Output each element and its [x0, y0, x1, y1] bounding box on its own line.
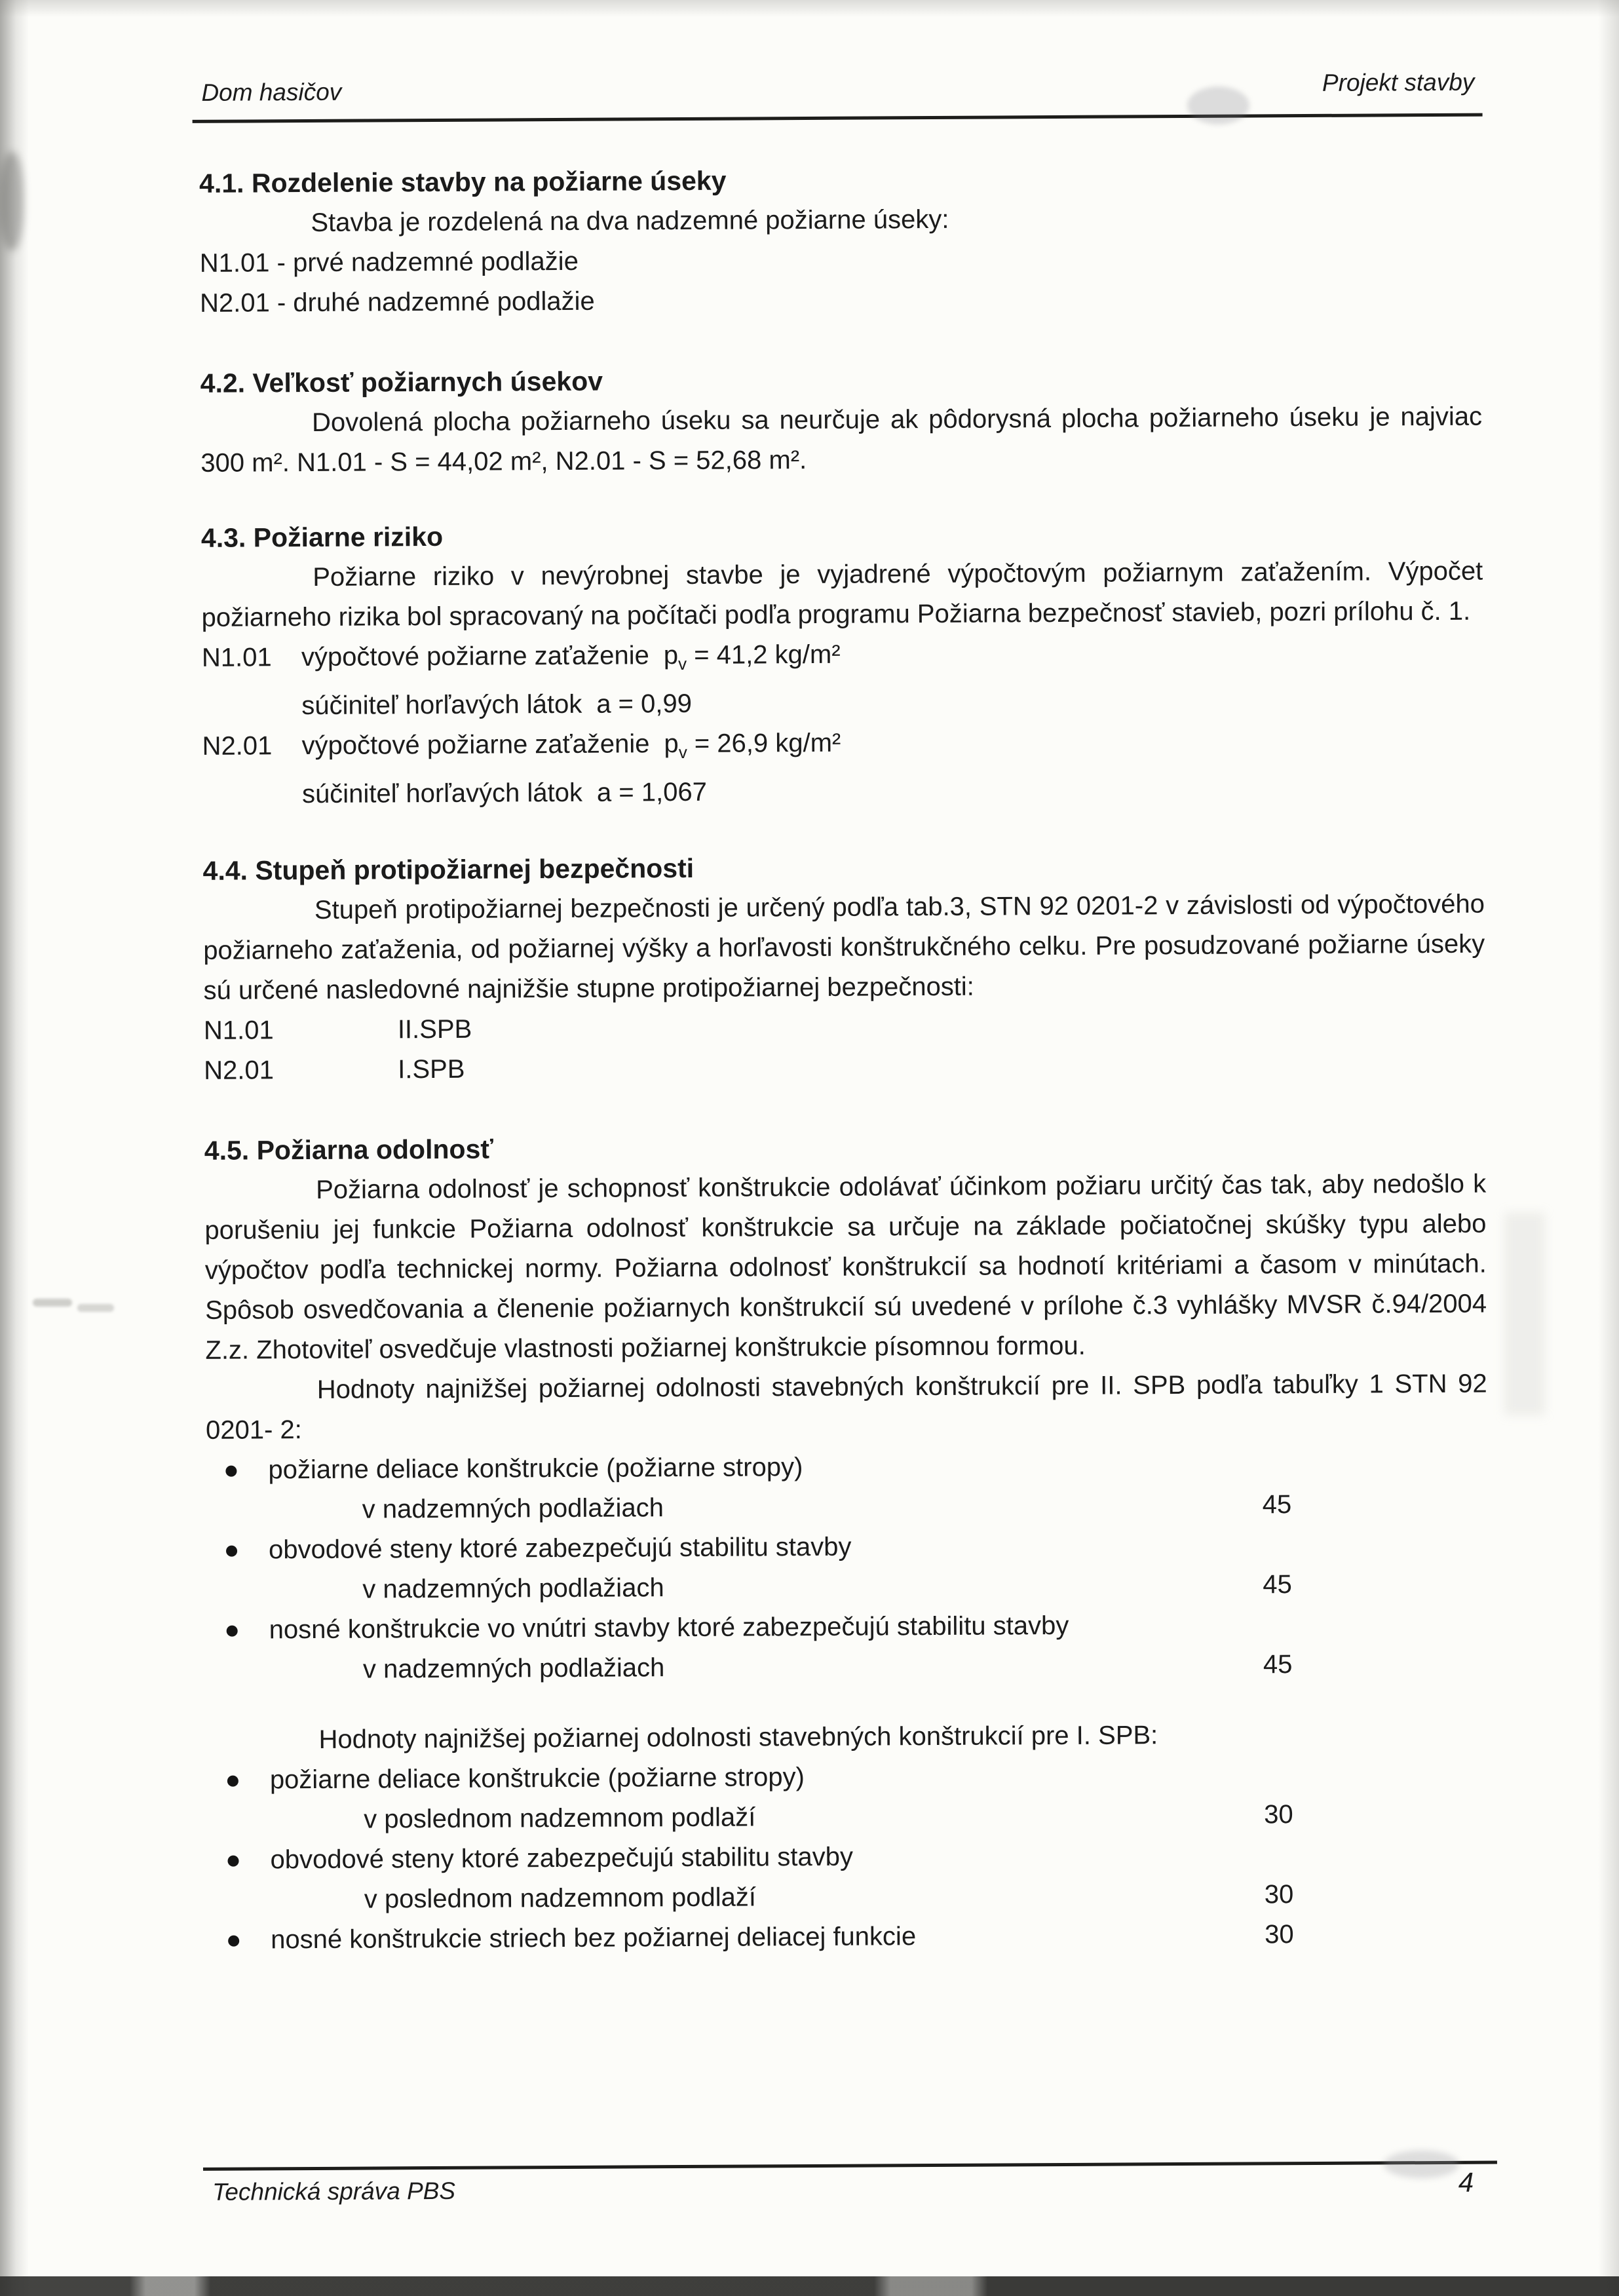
section-title: 4.5. Požiarna odolnosť — [204, 1134, 494, 1166]
paragraph: Požiarna odolnosť je schopnosť konštrukcie odolávať účinkom požiaru určitý čas tak, aby nedošlo k porušeniu jej funkcie Požiarna odolnosť konštrukcie sa určuje na základe počiatočnej skúšky typu alebo výpočtov podľa technickej normy. Požiarna odolnosť konštrukcií sa hodnotí kritériami a časom v minútach. Spôsob osvedčovania a členenie požiarnych konštrukcií sú uvedené v prílohe č.3 vyhlášky MVSR č.94/2004 Z.z. Zhotoviteľ osvedčuje vlastnosti požiarnej konštrukcie písomnou formou. — [204, 1169, 1487, 1365]
spb-row — [204, 1044, 1485, 1091]
paragraph: Hodnoty najnižšej požiarnej odolnosti stavebných konštrukcií pre II. SPB podľa tabuľky 1 STN 92 0201- 2: — [205, 1369, 1487, 1445]
header-document-title: Dom hasičov — [201, 78, 342, 106]
compartment-id: N2.01 — [204, 1056, 275, 1085]
section-4-4 — [202, 844, 1485, 1091]
location-label: v poslednom nadzemnom podlaží — [364, 1803, 756, 1834]
resistance-value: 45 — [1263, 1650, 1293, 1679]
fire-load-line — [202, 720, 1483, 775]
footer-document-title: Technická správa PBS — [212, 2177, 456, 2206]
construction-type: nosné konštrukcie vo vnútri stavby ktoré zabezpečujú stabilitu stavby — [269, 1611, 1069, 1645]
fire-load-symbol: $p_v = 41,2$ kg/m² — [663, 640, 841, 674]
fire-load-value: = 26,9 kg/m² — [694, 728, 841, 758]
scan-artifact-top-edge — [0, 0, 1619, 17]
scan-artifact-right-edge — [1598, 0, 1619, 2296]
header-rule — [193, 113, 1483, 123]
paragraph: Dovolená plocha požiarneho úseku sa neurčuje ak pôdorysná plocha požiarneho úseku je najviac 300 m². N1.01 - S = 44,02 m², N2.01 - S = 52,68 m². — [200, 402, 1483, 478]
bullet-icon — [227, 1856, 238, 1867]
location-label: v nadzemných podlažiach — [362, 1653, 665, 1684]
scan-artifact-smudge — [1187, 86, 1249, 124]
bullet-icon — [225, 1466, 237, 1477]
factor-label: súčiniteľ horľavých látok — [301, 778, 583, 809]
fire-load-label: výpočtové požiarne zaťaženie — [301, 729, 650, 761]
bullet-icon — [227, 1776, 238, 1787]
spb-row — [204, 1004, 1485, 1051]
bullet-icon — [226, 1546, 237, 1557]
footer-rule — [203, 2161, 1497, 2171]
section-title: 4.4. Stupeň protipožiarnej bezpečnosti — [202, 852, 695, 886]
compartment-id: N1.01 — [201, 643, 272, 672]
location-label: v poslednom nadzemnom podlaží — [364, 1883, 757, 1914]
fire-load-value: = 41,2 kg/m² — [694, 640, 841, 670]
list-item — [208, 1914, 1490, 1961]
resistance-value: 30 — [1265, 1920, 1294, 1949]
section-4-1 — [199, 157, 1481, 324]
paragraph: Hodnoty najnižšej požiarnej odolnosti stavebných konštrukcií pre I. SPB: — [318, 1721, 1158, 1754]
construction-type: obvodové steny ktoré zabezpečujú stabilitu stavby — [268, 1532, 852, 1565]
list-item — [208, 1754, 1490, 1841]
scan-artifact-blotch — [0, 152, 24, 250]
bullet-icon — [228, 1936, 239, 1947]
resistance-value: 30 — [1264, 1880, 1294, 1909]
fire-compartment-line: N1.01 - prvé nadzemné podlažie — [199, 246, 579, 278]
section-title: 4.2. Veľkosť požiarnych úsekov — [200, 366, 603, 398]
resistance-list-spb1 — [208, 1754, 1491, 1961]
list-item — [206, 1444, 1488, 1531]
compartment-id: N2.01 — [202, 731, 273, 761]
scan-artifact-streak — [1504, 1212, 1545, 1415]
document-body — [199, 157, 1490, 1961]
construction-type: nosné konštrukcie striech bez požiarnej deliacej funkcie — [271, 1922, 917, 1955]
spb-grade: I.SPB — [398, 1054, 465, 1084]
section-4-3 — [201, 511, 1484, 815]
scan-artifact-mark — [33, 1299, 72, 1307]
scan-artifact-smudge — [1384, 2151, 1459, 2178]
header-project-label: Projekt stavby — [1322, 68, 1475, 96]
factor-value: a = 0,99 — [596, 689, 693, 719]
scan-artifact-mark — [77, 1304, 114, 1312]
resistance-value: 45 — [1262, 1490, 1292, 1520]
construction-type: obvodové steny ktoré zabezpečujú stabilitu stavby — [270, 1842, 854, 1875]
list-item — [207, 1604, 1489, 1691]
paragraph: Stavba je rozdelená na dva nadzemné požiarne úseky: — [311, 204, 949, 237]
fire-compartment-line: N2.01 - druhé nadzemné podlažie — [199, 286, 595, 318]
construction-type: požiarne deliace konštrukcie (požiarne stropy) — [269, 1763, 805, 1795]
fire-load-line — [202, 632, 1483, 687]
construction-type: požiarne deliace konštrukcie (požiarne stropy) — [268, 1453, 803, 1485]
paragraph: Požiarne riziko v nevýrobnej stavbe je vyjadrené výpočtovým požiarnym zaťažením. Výpočet požiarneho rizika bol spracovaný na počítači podľa programu Požiarna bezpečnosť stavieb, pozri prílohu č. 1. — [201, 556, 1483, 632]
combustible-factor-line — [202, 680, 1483, 727]
section-4-5 — [204, 1124, 1491, 1961]
page-number: 4 — [1458, 2166, 1474, 2198]
list-item — [208, 1834, 1490, 1921]
location-label: v nadzemných podlažiach — [362, 1573, 664, 1604]
factor-label: súčiniteľ horľavých látok — [301, 689, 582, 721]
paragraph: Stupeň protipožiarnej bezpečnosti je určený podľa tab.3, STN 92 0201-2 v závislosti od výpočtového požiarneho zaťaženia, od požiarnej výšky a horľavosti konštrukčného celku. Pre posudzované požiarne úseky sú určené nasledovné najnižšie stupne protipožiarnej bezpečnosti: — [203, 889, 1485, 1005]
fire-load-symbol: $p_v = 26,9$ kg/m² — [664, 728, 841, 763]
fire-load-label: výpočtové požiarne zaťaženie — [301, 641, 649, 672]
section-title: 4.1. Rozdelenie stavby na požiarne úseky — [199, 165, 727, 199]
factor-value: a = 1,067 — [596, 777, 708, 807]
section-4-2 — [200, 356, 1483, 484]
resistance-value: 45 — [1263, 1570, 1292, 1599]
location-label: v nadzemných podlažiach — [362, 1493, 664, 1524]
bullet-icon — [227, 1626, 238, 1637]
compartment-id: N1.01 — [203, 1016, 274, 1045]
scan-artifact-left-edge — [0, 0, 29, 2296]
resistance-list-spb2 — [206, 1444, 1489, 1691]
resistance-value: 30 — [1264, 1800, 1293, 1829]
section-title: 4.3. Požiarne riziko — [200, 521, 444, 553]
combustible-factor-line — [202, 769, 1484, 815]
list-item — [206, 1524, 1489, 1611]
spb-grade: II.SPB — [397, 1014, 472, 1044]
scan-artifact-bottom-band — [0, 2276, 1619, 2296]
